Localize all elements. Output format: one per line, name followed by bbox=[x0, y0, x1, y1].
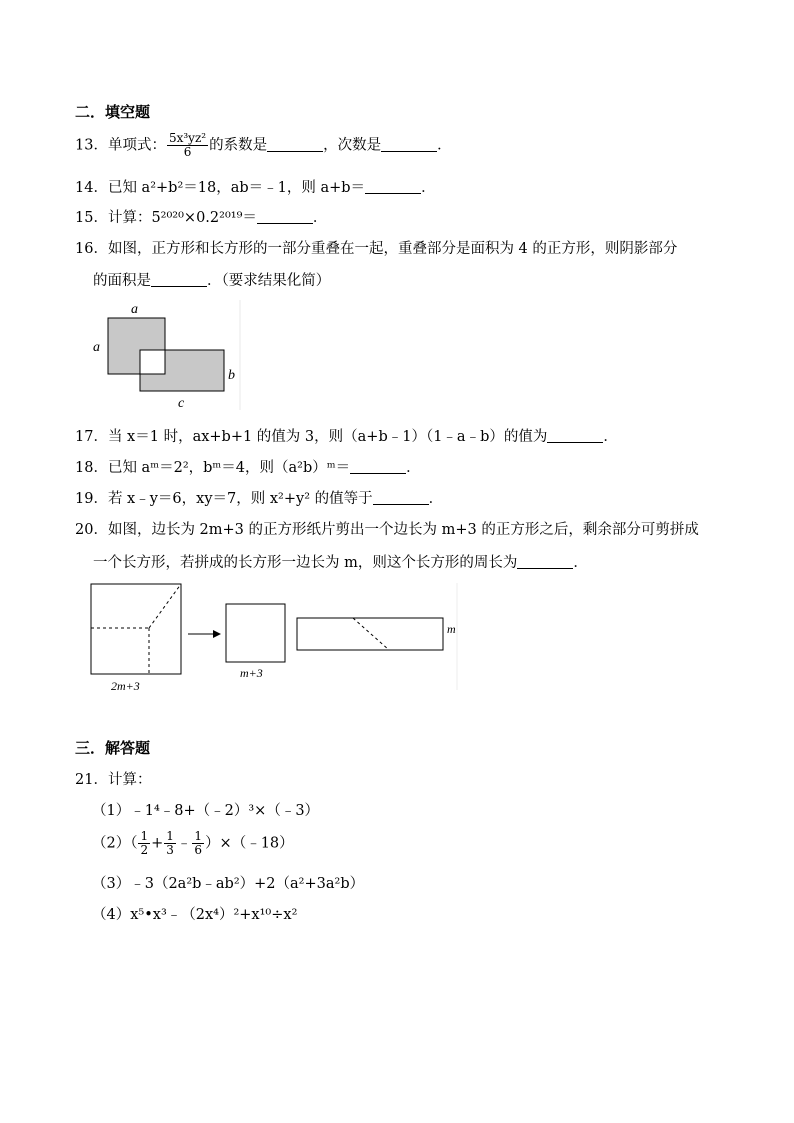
question-18 bbox=[75, 456, 421, 477]
fraction-denominator: 2 bbox=[140, 843, 149, 858]
answer-blank[interactable] bbox=[350, 459, 406, 475]
fraction-numerator: 1 bbox=[140, 829, 149, 843]
fraction-denominator: 6 bbox=[183, 145, 192, 160]
question-text: 的面积是 bbox=[93, 273, 151, 289]
question-20-line2 bbox=[93, 551, 588, 572]
question-19 bbox=[75, 487, 443, 508]
answer-blank[interactable] bbox=[373, 490, 429, 506]
question-text: 已知 a²+b²＝18，ab＝﹣1，则 a+b＝ bbox=[107, 180, 366, 196]
cut-line-diag bbox=[149, 584, 181, 628]
overlap-square bbox=[140, 350, 165, 374]
question-number: 17． bbox=[75, 429, 108, 445]
fraction-denominator: 3 bbox=[166, 843, 174, 858]
fraction-numerator: 1 bbox=[166, 829, 174, 843]
answer-blank[interactable] bbox=[257, 209, 313, 225]
question-21-part1: （1）﹣1⁴﹣8+（﹣2）³×（﹣3） bbox=[92, 803, 320, 819]
question-end: ． bbox=[437, 137, 452, 154]
question-17 bbox=[75, 425, 618, 446]
fraction-numerator: 5x³yz² bbox=[168, 131, 207, 145]
fraction-denominator: 6 bbox=[194, 843, 203, 858]
question-13 bbox=[75, 132, 452, 159]
question-number: 21． bbox=[75, 772, 108, 788]
label-a-left: a bbox=[93, 340, 100, 355]
question-21-part2 bbox=[92, 830, 294, 857]
label-m: m bbox=[447, 622, 456, 636]
fraction bbox=[164, 830, 176, 857]
question-14 bbox=[75, 176, 436, 197]
question-end: ． bbox=[406, 460, 421, 476]
fraction-numerator: 1 bbox=[194, 829, 203, 843]
section-title-fill-in: 二．填空题 bbox=[75, 103, 151, 121]
question-number: 18． bbox=[75, 460, 108, 476]
question-text: ，次数是 bbox=[323, 137, 382, 154]
question-end: ． bbox=[603, 429, 618, 445]
question-21-part3: （3）﹣3（2a²b﹣ab²）+2（a²+3a²b） bbox=[92, 876, 365, 892]
answer-blank[interactable] bbox=[267, 136, 323, 152]
question-text: 如图，边长为 2m+3 的正方形纸片剪出一个边长为 m+3 的正方形之后，剩余部分可剪拼成 bbox=[107, 522, 699, 538]
question-15 bbox=[75, 206, 327, 227]
question-text: ． bbox=[573, 555, 588, 571]
label-a-top: a bbox=[131, 302, 138, 317]
question-text: ）×（﹣18） bbox=[205, 835, 294, 852]
fraction bbox=[192, 830, 204, 857]
question-text: 一个长方形，若拼成的长方形一边长为 m，则这个长方形的周长为 bbox=[93, 555, 518, 571]
question-text: 的系数是 bbox=[209, 137, 268, 154]
question-end: ． bbox=[421, 180, 436, 196]
arrow-icon bbox=[213, 630, 221, 638]
question-text: 当 x＝1 时，ax+b+1 的值为 3，则（a+b﹣1）（1﹣a﹣b）的值为 bbox=[107, 429, 548, 445]
question-end: ． bbox=[428, 491, 444, 507]
question-21-part4: （4）x⁵•x³﹣（2x⁴）²+x¹⁰÷x² bbox=[92, 907, 298, 923]
question-text: 如图，正方形和长方形的一部分重叠在一起，重叠部分是面积为 4 的正方形，则阴影部分 bbox=[107, 241, 678, 257]
operator: + bbox=[151, 835, 164, 852]
question-text: ．（要求结果化简） bbox=[207, 273, 331, 289]
fraction bbox=[167, 132, 208, 159]
overlap-squares-figure bbox=[85, 295, 245, 413]
label-2m-plus-3: 2m+3 bbox=[111, 679, 140, 693]
answer-blank[interactable] bbox=[365, 179, 421, 195]
cut-square-figure bbox=[85, 578, 465, 693]
question-text: 单项式： bbox=[107, 137, 166, 154]
question-text: 计算： bbox=[107, 772, 152, 788]
question-number: 13． bbox=[75, 137, 108, 154]
question-number: 16． bbox=[75, 241, 108, 257]
answer-blank[interactable] bbox=[381, 136, 437, 152]
question-number: 19． bbox=[75, 491, 108, 507]
fraction bbox=[138, 830, 150, 857]
question-number: 14． bbox=[75, 180, 108, 196]
answer-blank[interactable] bbox=[517, 554, 573, 570]
question-21 bbox=[75, 768, 151, 789]
rectangle-cut-line bbox=[353, 618, 389, 650]
small-square bbox=[226, 604, 285, 662]
question-number: 15． bbox=[75, 210, 108, 226]
section-title-solve: 三．解答题 bbox=[75, 739, 151, 757]
label-b: b bbox=[228, 368, 235, 383]
question-text: 若 x﹣y＝6，xy＝7，则 x²+y² 的值等于 bbox=[107, 491, 373, 507]
question-number: 20． bbox=[75, 522, 108, 538]
question-16-line2 bbox=[93, 269, 330, 290]
big-square bbox=[91, 584, 181, 674]
question-end: ． bbox=[312, 210, 328, 226]
result-rectangle bbox=[297, 618, 443, 650]
answer-blank[interactable] bbox=[151, 272, 207, 288]
label-m-plus-3: m+3 bbox=[240, 666, 263, 680]
answer-blank[interactable] bbox=[547, 428, 603, 444]
question-text: （2）（ bbox=[92, 835, 138, 852]
question-text: 计算：5²⁰²⁰×0.2²⁰¹⁹＝ bbox=[107, 210, 257, 226]
question-text: 已知 aᵐ＝2²，bᵐ＝4，则（a²b）ᵐ＝ bbox=[107, 460, 351, 476]
label-c: c bbox=[178, 396, 185, 411]
question-16 bbox=[75, 237, 677, 258]
operator: ﹣ bbox=[176, 835, 192, 852]
question-20 bbox=[75, 518, 699, 539]
